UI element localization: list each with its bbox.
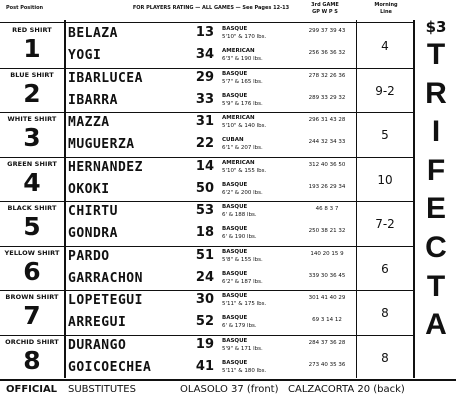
player-row	[66, 358, 354, 380]
player-name: IBARLUCEA	[68, 70, 143, 86]
player-rating: 22	[195, 136, 214, 151]
player-third-game-stats: 339 30 36 45	[308, 272, 346, 279]
player-rating: 33	[195, 91, 214, 107]
post-number: 3	[23, 123, 41, 152]
player-size: 6' & 179 lbs.	[222, 323, 257, 329]
shirt-color: BLUE SHIRT	[10, 70, 54, 79]
player-row	[66, 69, 354, 91]
player-name: MUGUERZA	[68, 137, 135, 152]
player-size: 5'10" & 170 lbs.	[222, 34, 267, 40]
player-size: 5'10" & 155 lbs.	[222, 167, 267, 174]
player-origin: BASQUE	[222, 26, 248, 32]
player-row	[66, 135, 354, 157]
player-size: 6'1" & 207 lbs.	[222, 145, 263, 151]
divider-header	[0, 22, 414, 23]
player-rating: 41	[195, 358, 214, 374]
trifecta-letter: A	[425, 308, 447, 342]
shirt-color: RED SHIRT	[12, 26, 52, 34]
player-name: YOGI	[68, 48, 102, 63]
player-origin: AMERICAN	[222, 159, 255, 166]
trifecta-letter: I	[431, 115, 441, 149]
player-origin: BASQUE	[222, 248, 248, 255]
player-row	[66, 158, 354, 180]
row-divider	[0, 68, 414, 69]
player-row	[66, 24, 354, 46]
player-origin: BASQUE	[222, 337, 248, 344]
player-rating: 53	[195, 203, 214, 218]
player-name: CHIRTU	[68, 204, 118, 219]
player-origin: BASQUE	[222, 270, 248, 277]
player-origin: BASQUE	[222, 204, 248, 210]
trifecta-letter: E	[425, 192, 446, 226]
post-position-2	[0, 69, 64, 113]
player-row	[66, 247, 354, 269]
player-size: 6'3" & 190 lbs.	[222, 56, 263, 62]
row-divider	[0, 157, 414, 158]
player-origin: BASQUE	[222, 315, 248, 321]
post-number: 6	[23, 256, 41, 286]
player-rating: 34	[195, 47, 214, 62]
player-third-game-stats: 301 41 40 29	[308, 295, 346, 301]
shirt-color: ORCHID SHIRT	[5, 337, 59, 346]
player-rating: 29	[195, 69, 214, 85]
trifecta-letter: T	[426, 269, 446, 303]
player-third-game-stats: 244 32 34 33	[308, 139, 346, 145]
post-number: 5	[23, 212, 41, 241]
row-divider	[0, 246, 414, 247]
trifecta-letter: C	[425, 230, 447, 264]
player-origin: BASQUE	[222, 293, 248, 299]
player-origin: BASQUE	[222, 226, 248, 232]
morning-line-odds: 9-2	[375, 83, 395, 98]
post-number: 2	[23, 78, 41, 108]
player-third-game-stats: 69 3 14 12	[312, 317, 342, 323]
player-row	[66, 91, 354, 113]
post-position-5	[0, 202, 64, 246]
player-rating: 51	[195, 247, 214, 263]
player-rating: 24	[195, 269, 214, 285]
player-rating: 52	[195, 314, 214, 329]
post-number: 7	[23, 301, 41, 330]
post-position-4	[0, 158, 64, 202]
player-name: IBARRA	[68, 92, 118, 108]
player-name: ARREGUI	[68, 315, 127, 330]
morning-line-odds: 4	[381, 39, 389, 53]
post-position-3	[0, 113, 64, 157]
post-number: 8	[23, 345, 41, 375]
third-game-columns: GP W P S	[312, 9, 338, 15]
player-name: BELAZA	[68, 26, 118, 41]
player-size: 5'9" & 171 lbs.	[222, 345, 263, 352]
divider-trifecta	[413, 20, 415, 378]
post-position-6	[0, 247, 64, 291]
player-name: HERNANDEZ	[68, 159, 143, 175]
trifecta-letter: F	[426, 153, 446, 187]
player-third-game-stats: 273 40 35 36	[308, 361, 346, 368]
divider-line	[356, 20, 357, 378]
player-rating: 50	[195, 180, 214, 196]
post-number: 1	[23, 34, 41, 63]
player-third-game-stats: 278 32 26 36	[308, 72, 346, 79]
player-name: MAZZA	[68, 115, 110, 130]
morning-line-odds: 5	[381, 128, 389, 142]
shirt-color: YELLOW SHIRT	[4, 248, 60, 257]
player-size: 5'10" & 140 lbs.	[222, 123, 267, 129]
post-position-header: Post Position	[6, 5, 44, 11]
player-origin: CUBAN	[222, 137, 244, 143]
player-rating: 18	[195, 225, 214, 240]
player-size: 5'7" & 165 lbs.	[222, 78, 263, 85]
player-third-game-stats: 289 33 29 32	[308, 94, 346, 101]
morning-line-odds: 10	[377, 172, 393, 187]
morning-line-odds: 8	[381, 306, 389, 320]
shirt-color: GREEN SHIRT	[7, 159, 57, 168]
official-label: OFFICIAL	[6, 384, 58, 395]
morning-line-odds: 8	[381, 350, 389, 365]
player-third-game-stats: 140 20 15 9	[310, 250, 344, 257]
player-rating: 30	[195, 292, 214, 307]
player-rating: 14	[195, 158, 214, 174]
player-name: DURANGO	[68, 337, 127, 353]
player-row	[66, 202, 354, 224]
player-row	[66, 291, 354, 313]
player-size: 6'2" & 200 lbs.	[222, 189, 263, 196]
player-rating: 19	[195, 336, 214, 352]
player-origin: BASQUE	[222, 181, 248, 188]
player-origin: AMERICAN	[222, 115, 255, 121]
player-third-game-stats: 284 37 36 28	[308, 339, 346, 346]
player-origin: AMERICAN	[222, 48, 255, 54]
player-rating: 13	[195, 25, 214, 40]
player-third-game-stats: 193 26 29 34	[308, 183, 346, 190]
player-row	[66, 46, 354, 68]
player-name: GONDRA	[68, 226, 118, 241]
player-row	[66, 336, 354, 358]
shirt-color: BROWN SHIRT	[5, 293, 59, 301]
player-third-game-stats: 299 37 39 43	[308, 28, 346, 34]
row-divider	[0, 112, 414, 113]
post-position-1	[0, 24, 64, 68]
player-size: 5'8" & 155 lbs.	[222, 256, 263, 263]
player-size: 5'9" & 176 lbs.	[222, 100, 263, 107]
player-third-game-stats: 46 8 3 7	[315, 206, 339, 212]
row-divider	[0, 201, 414, 202]
player-rating: 31	[195, 114, 214, 129]
player-size: 5'11" & 180 lbs.	[222, 367, 267, 374]
trifecta-letters	[416, 36, 456, 345]
trifecta-banner	[416, 18, 456, 345]
player-row	[66, 113, 354, 135]
player-row	[66, 269, 354, 291]
player-row	[66, 180, 354, 202]
substitute-back: CALZACORTA 20 (back)	[288, 384, 405, 395]
player-name: GOICOECHEA	[68, 359, 152, 375]
rating-header: FOR PLAYERS RATING — ALL GAMES — See Pages 12-13	[132, 5, 290, 11]
trifecta-letter: R	[425, 76, 447, 110]
trifecta-letter: T	[426, 38, 446, 71]
player-third-game-stats: 256 36 36 32	[308, 50, 346, 56]
morning-line-header: Morning	[374, 2, 398, 8]
post-position-7	[0, 291, 64, 335]
substitutes-label: SUBSTITUTES	[68, 384, 136, 395]
morning-line-odds: 6	[381, 261, 389, 276]
player-name: GARRACHON	[68, 270, 143, 286]
player-origin: BASQUE	[222, 70, 248, 77]
player-name: OKOKI	[68, 181, 110, 197]
morning-line-odds: 7-2	[375, 217, 395, 231]
morning-line-header-sub: Line	[380, 9, 392, 15]
third-game-header: 3rd GAME	[311, 2, 339, 8]
player-size: 5'11" & 175 lbs.	[222, 301, 267, 307]
player-name: LOPETEGUI	[68, 293, 143, 308]
row-divider	[0, 335, 414, 336]
player-origin: BASQUE	[222, 92, 248, 99]
substitute-front: OLASOLO 37 (front)	[180, 384, 279, 395]
trifecta-price: $3	[425, 18, 447, 36]
post-number: 4	[23, 167, 41, 197]
player-origin: BASQUE	[222, 359, 248, 366]
player-third-game-stats: 250 38 21 32	[308, 228, 346, 234]
player-size: 6' & 190 lbs.	[222, 234, 257, 240]
shirt-color: WHITE SHIRT	[7, 115, 57, 123]
shirt-color: BLACK SHIRT	[7, 204, 57, 212]
post-position-8	[0, 336, 64, 380]
row-divider	[0, 290, 414, 291]
player-row	[66, 224, 354, 246]
player-third-game-stats: 312 40 36 50	[308, 161, 346, 168]
player-name: PARDO	[68, 248, 110, 264]
substitutes-footer	[0, 380, 456, 403]
player-third-game-stats: 296 31 43 28	[308, 117, 346, 123]
player-row	[66, 313, 354, 335]
player-size: 6' & 188 lbs.	[222, 212, 257, 218]
player-size: 6'2" & 187 lbs.	[222, 278, 263, 285]
